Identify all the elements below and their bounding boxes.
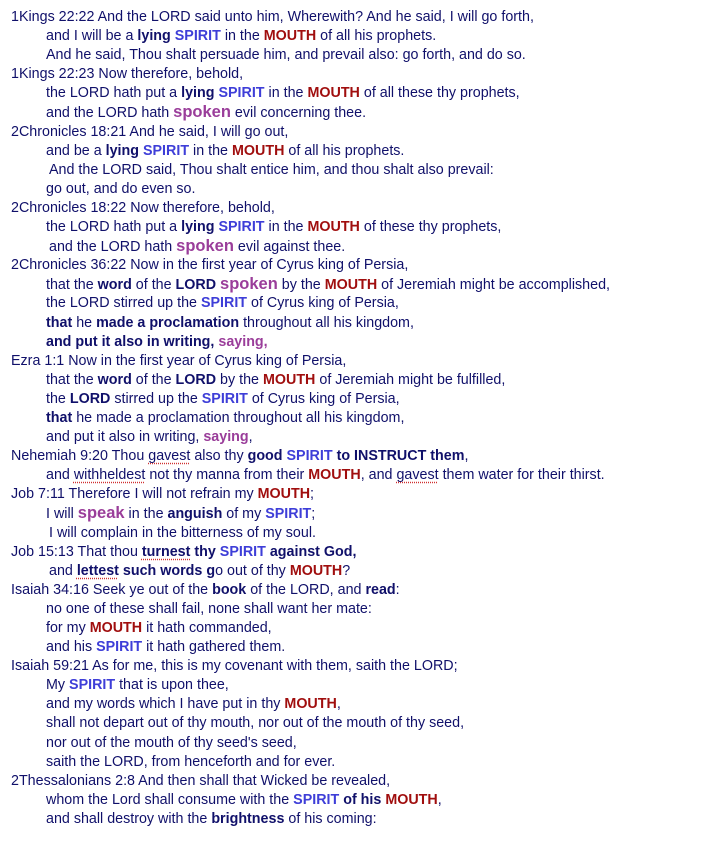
highlight-spirit: SPIRIT (265, 506, 312, 523)
text-run: it hath gathered them. (142, 639, 286, 656)
text-run: by the (216, 371, 263, 388)
text-run: ; (310, 486, 315, 503)
highlight-mouth: MOUTH (257, 486, 311, 503)
text-run: of his coming: (284, 810, 377, 827)
text-run: and the LORD hath (46, 105, 174, 122)
text-run: of all these thy prophets, (359, 85, 520, 102)
verse-continuation-line (11, 695, 701, 714)
highlight-mouth: MOUTH (231, 142, 285, 159)
verse-continuation-line (11, 504, 701, 523)
text-run: and I will be a (46, 28, 138, 45)
text-run: in the (264, 85, 308, 102)
verse-continuation-line (11, 562, 701, 581)
bold-word: book (212, 581, 247, 598)
verse-reference-line (11, 447, 701, 466)
highlight-spirit: SPIRIT (96, 639, 143, 656)
highlight-spoken: spoken (173, 103, 231, 122)
text-run: of Cyrus king of Persia, (247, 390, 400, 407)
bold-word: g (206, 562, 216, 579)
verse-reference-line (11, 65, 701, 84)
text-run: and (49, 562, 77, 579)
bold-word: anguish (167, 506, 223, 523)
bold-word: read (365, 581, 396, 598)
verse-reference-line (11, 256, 701, 275)
text-run: , (336, 696, 341, 713)
text-run: that the (46, 277, 98, 294)
text-run: Job 7:11 Therefore I will not refrain my (11, 486, 258, 503)
verse-continuation-line (11, 428, 701, 447)
text-run: he made a proclamation throughout all his kingdom, (72, 409, 405, 426)
bold-word: made a proclamation (96, 314, 240, 331)
highlight-spirit: SPIRIT (218, 85, 265, 102)
verse-continuation-line (11, 103, 701, 122)
text-run: also thy (190, 448, 248, 465)
text-run: go out, and do even so. (46, 180, 196, 197)
text-run: 1Kings 22:23 Now therefore, behold, (11, 66, 244, 83)
text-run: in the (124, 506, 168, 523)
text-run: for my (46, 620, 90, 636)
bold-word: LORD (175, 371, 217, 388)
text-run: Ezra 1:1 Now in the first year of Cyrus king of Persia, (11, 352, 347, 369)
text-run: the LORD stirred up the (46, 295, 201, 312)
text-run: 2Chronicles 18:22 Now therefore, behold, (11, 199, 275, 216)
text-run: them water for their thirst. (438, 467, 605, 484)
text-run: ? (342, 562, 351, 579)
highlight-mouth: MOUTH (324, 277, 378, 294)
text-run: , (464, 448, 469, 465)
verse-continuation-line (11, 333, 701, 352)
verse-continuation-line (11, 638, 701, 657)
verse-continuation-line (11, 524, 701, 543)
text-run: evil against thee. (233, 239, 346, 256)
spellcheck-word: withheldest (73, 467, 146, 484)
bold-word: LORD (175, 277, 217, 294)
text-run: the (46, 390, 70, 407)
text-run: of the (131, 371, 176, 388)
verse-continuation-line (11, 294, 701, 313)
text-run: of all his prophets. (284, 142, 405, 159)
text-run: and his (46, 639, 97, 656)
text-run: throughout all his kingdom, (239, 314, 414, 331)
text-run: whom the Lord shall consume with the (46, 791, 294, 808)
highlight-spirit: SPIRIT (69, 677, 116, 694)
text-run: of my (222, 506, 266, 523)
verse-continuation-line (11, 600, 701, 619)
verse-reference-line (11, 8, 701, 27)
bold-word: such words (122, 562, 203, 579)
verse-continuation-line (11, 27, 701, 46)
bold-word: of his (343, 791, 382, 808)
bold-word: lying (137, 28, 171, 45)
text-run: Job 15:13 That thou (11, 543, 142, 560)
bold-word: good (247, 448, 283, 465)
text-run: 1Kings 22:22 And the LORD said unto him, Wherewith? And he said, I will go forth, (11, 9, 534, 25)
text-run: , and (360, 467, 397, 484)
verse-continuation-line (11, 619, 701, 638)
text-run: Isaiah 34:16 Seek ye out of the (11, 581, 213, 598)
highlight-spirit: SPIRIT (219, 543, 266, 560)
text-run: Isaiah 59:21 As for me, this is my covenant with them, saith the LORD; (11, 658, 458, 675)
highlight-saying: saying (203, 429, 249, 446)
verse-continuation-line (11, 275, 701, 294)
text-run: and (46, 467, 74, 484)
verse-continuation-line (11, 734, 701, 753)
bold-word: that (46, 314, 73, 331)
highlight-mouth: MOUTH (385, 791, 438, 808)
highlight-mouth: MOUTH (89, 620, 143, 636)
verse-continuation-line (11, 810, 701, 829)
highlight-mouth: MOUTH (307, 219, 360, 236)
verse-reference-line (11, 581, 701, 600)
text-run: My (46, 677, 70, 694)
bold-word: word (97, 371, 132, 388)
text-run: and shall destroy with the (46, 810, 212, 827)
text-run: stirred up the (110, 390, 202, 407)
spellcheck-word: gavest (396, 467, 439, 484)
text-run: of the (131, 277, 176, 294)
text-run: : (395, 581, 400, 598)
verse-continuation-line (11, 142, 701, 161)
text-run: 2Chronicles 36:22 Now in the first year of Cyrus king of Persia, (11, 257, 409, 274)
text-run: in the (189, 142, 232, 159)
highlight-spoken: spoken (220, 275, 278, 294)
highlight-spoken: spoken (176, 237, 234, 256)
highlight-spirit: SPIRIT (218, 219, 265, 236)
text-run: the LORD hath put a (46, 85, 182, 102)
verse-continuation-line (11, 237, 701, 256)
text-run: of Jeremiah might be fulfilled, (315, 371, 506, 388)
text-run: of all his prophets. (316, 28, 437, 45)
text-run: of Jeremiah might be accomplished, (377, 277, 610, 294)
text-run: And the LORD said, Thou shalt entice him, and thou shalt also prevail: (49, 161, 494, 178)
bold-word: and put it also in writing, (46, 333, 215, 350)
text-run: and be a (46, 142, 106, 159)
bold-word: that (46, 409, 73, 426)
bold-word: to INSTRUCT them (336, 448, 465, 465)
verse-continuation-line (11, 390, 701, 409)
spellcheck-bold-word: turnest (141, 543, 191, 560)
highlight-spoken: speak (77, 504, 125, 523)
text-run: of the LORD, and (246, 581, 366, 598)
highlight-mouth: MOUTH (262, 371, 316, 388)
text-run: ; (311, 506, 316, 523)
text-run: saith the LORD, from henceforth and for ever. (46, 753, 336, 770)
verse-reference-line (11, 772, 701, 791)
text-run: he (72, 314, 97, 331)
bold-word: thy (194, 543, 216, 560)
text-run: of these thy prophets, (359, 219, 502, 236)
highlight-spirit: SPIRIT (142, 142, 190, 159)
spellcheck-bold-word: lettest (76, 562, 119, 579)
highlight-mouth: MOUTH (263, 28, 317, 45)
text-run: evil concerning thee. (230, 105, 367, 122)
verse-continuation-line (11, 218, 701, 237)
text-run: by the (277, 277, 325, 294)
text-run: and the LORD hath (49, 239, 177, 256)
highlight-mouth: MOUTH (307, 85, 360, 102)
text-run: shall not depart out of thy mouth, nor out of the mouth of thy seed, (46, 715, 465, 732)
highlight-spirit: SPIRIT (286, 448, 333, 465)
highlight-spirit: SPIRIT (200, 295, 248, 312)
bold-word: lying (181, 219, 215, 236)
verse-continuation-line (11, 753, 701, 772)
text-run: and put it also in writing, (46, 429, 204, 446)
text-run: of Cyrus king of Persia, (247, 295, 399, 312)
verse-reference-line (11, 199, 701, 218)
highlight-mouth: MOUTH (284, 696, 337, 713)
verse-continuation-line (11, 84, 701, 103)
verse-continuation-line (11, 714, 701, 733)
verse-reference-line (11, 352, 701, 371)
text-run: that is upon thee, (115, 677, 229, 694)
verse-continuation-line (11, 180, 701, 199)
text-run: it hath commanded, (142, 620, 272, 636)
bold-word: lying (181, 85, 215, 102)
verse-continuation-line (11, 371, 701, 390)
text-run: in the (220, 28, 264, 45)
text-run: Nehemiah 9:20 Thou (11, 448, 149, 465)
verse-reference-line (11, 485, 701, 504)
text-run: that the (46, 371, 98, 388)
highlight-mouth: MOUTH (289, 562, 343, 579)
text-run: I will (46, 506, 78, 523)
highlight-spirit: SPIRIT (174, 28, 221, 45)
verse-reference-line (11, 543, 701, 562)
text-run: o out of thy (215, 562, 290, 579)
text-run: not thy manna from their (145, 467, 309, 484)
spellcheck-word: gavest (148, 448, 191, 465)
text-run: and my words which I have put in thy (46, 696, 285, 713)
highlight-spirit: SPIRIT (293, 791, 340, 808)
scripture-document (11, 8, 701, 829)
bold-word: lying (105, 142, 139, 159)
verse-continuation-line (11, 466, 701, 485)
verse-continuation-line (11, 314, 701, 333)
text-run: no one of these shall fail, none shall want her mate: (46, 600, 372, 617)
highlight-mouth: MOUTH (308, 467, 361, 484)
text-run: in the (264, 219, 308, 236)
text-run: nor out of the mouth of thy seed's seed, (46, 734, 297, 751)
bold-word: against God, (269, 543, 357, 560)
verse-continuation-line (11, 791, 701, 810)
text-run: 2Chronicles 18:21 And he said, I will go out, (11, 123, 289, 140)
verse-continuation-line (11, 409, 701, 428)
verse-reference-line (11, 657, 701, 676)
verse-continuation-line (11, 46, 701, 65)
bold-word: brightness (211, 810, 285, 827)
text-run: 2Thessalonians 2:8 And then shall that Wicked be revealed, (11, 772, 391, 789)
highlight-saying: saying, (218, 333, 268, 350)
text-run: the LORD hath put a (46, 219, 182, 236)
verse-reference-line (11, 123, 701, 142)
text-run: And he said, Thou shalt persuade him, and prevail also: go forth, and do so. (46, 47, 526, 64)
verse-continuation-line (11, 161, 701, 180)
text-run: , (437, 791, 442, 808)
bold-word: word (97, 277, 132, 294)
highlight-spirit: SPIRIT (201, 390, 248, 407)
bold-word: LORD (69, 390, 111, 407)
verse-continuation-line (11, 676, 701, 695)
text-run: I will complain in the bitterness of my soul. (49, 524, 316, 541)
text-run: , (248, 429, 253, 446)
